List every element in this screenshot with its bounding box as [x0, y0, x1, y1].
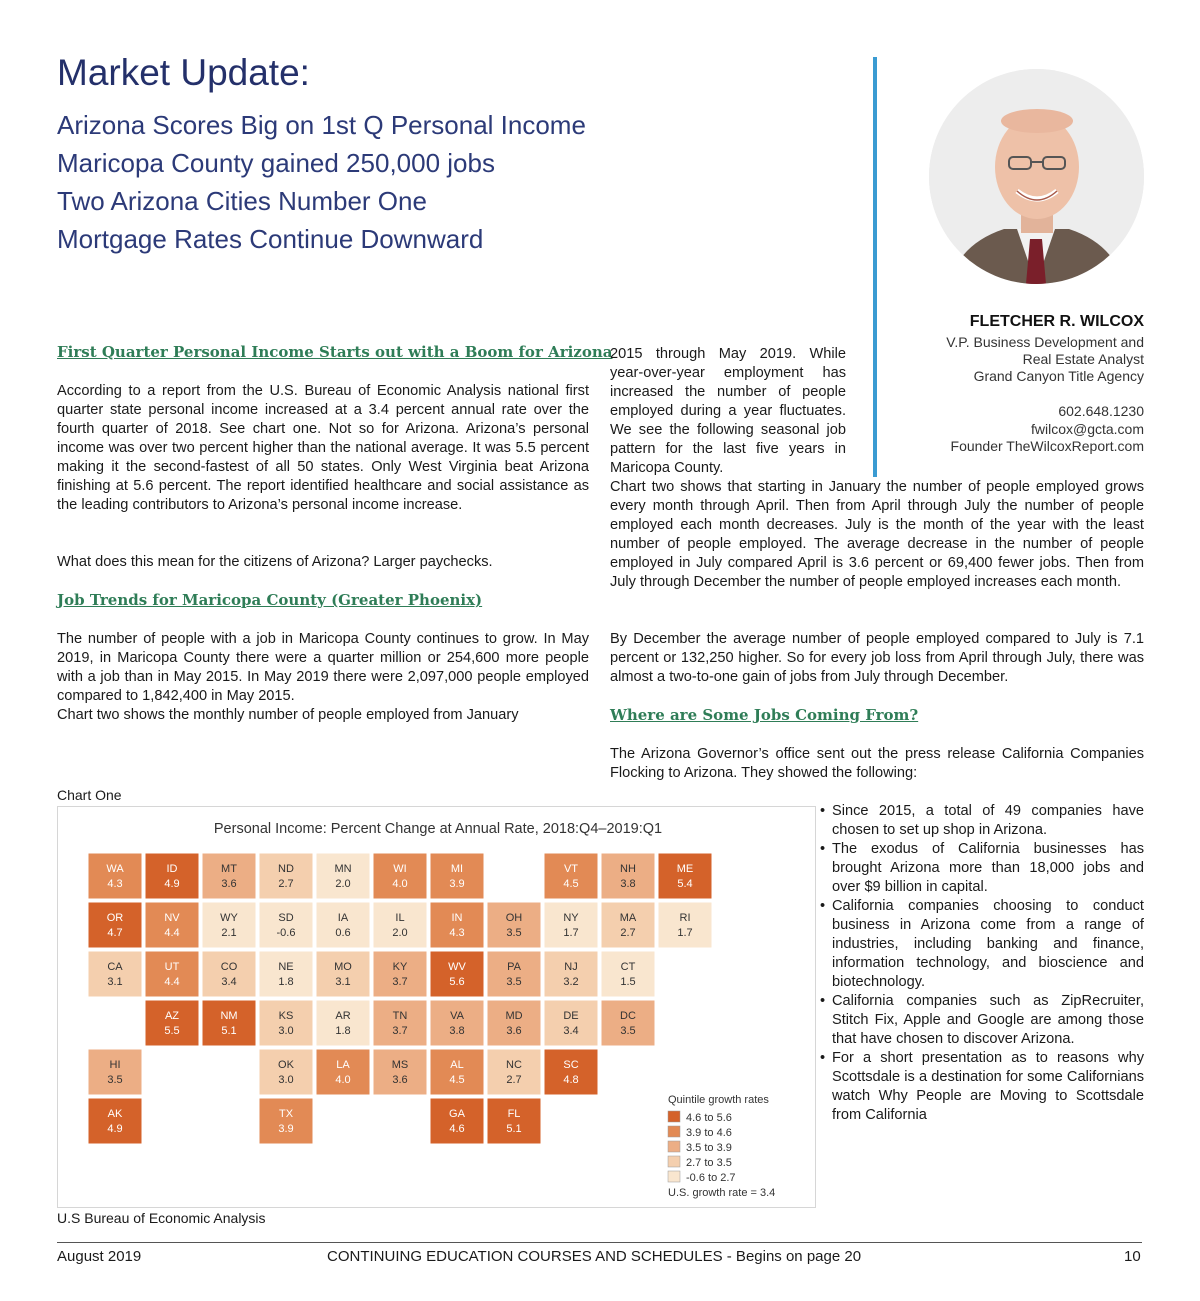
- state-abbr-label: UT: [164, 961, 180, 973]
- legend-label: 3.9 to 4.6: [686, 1127, 732, 1139]
- state-value-label: 3.7: [392, 976, 408, 988]
- legend-swatch: [668, 1111, 680, 1122]
- state-value-label: 3.0: [278, 1025, 294, 1037]
- state-tile-id: [145, 853, 199, 899]
- state-shape: [544, 902, 598, 948]
- author-company: Grand Canyon Title Agency: [973, 368, 1144, 384]
- state-shape: [316, 853, 370, 899]
- state-shape: [430, 853, 484, 899]
- chart-caption: Chart One: [57, 787, 122, 803]
- state-abbr-label: KY: [392, 961, 408, 973]
- state-abbr-label: NV: [164, 912, 180, 924]
- state-value-label: 3.5: [107, 1074, 123, 1086]
- chart-two-text-start: Chart two shows the monthly number of people employed from January: [57, 707, 519, 723]
- state-tile-or: [88, 902, 142, 948]
- state-value-label: 4.7: [107, 927, 123, 939]
- state-abbr-label: KS: [278, 1010, 294, 1022]
- state-abbr-label: GA: [449, 1108, 465, 1120]
- section1-paragraph-1: [57, 382, 589, 515]
- state-shape: [601, 951, 655, 997]
- state-value-label: 1.7: [563, 927, 579, 939]
- state-shape: [88, 902, 142, 948]
- state-abbr-label: FL: [507, 1108, 521, 1120]
- author-photo: [929, 69, 1144, 284]
- state-value-label: 2.7: [278, 878, 294, 890]
- state-abbr-label: TN: [392, 1010, 408, 1022]
- state-tile-va: [430, 1000, 484, 1046]
- state-shape: [430, 902, 484, 948]
- state-value-label: 4.5: [563, 878, 579, 890]
- state-shape: [316, 1000, 370, 1046]
- state-tile-hi: [88, 1049, 142, 1095]
- state-tile-ar: [316, 1000, 370, 1046]
- state-abbr-label: ND: [278, 863, 294, 875]
- author-title-2: Real Estate Analyst: [1022, 351, 1144, 367]
- right-paragraph-rest: [610, 478, 1144, 592]
- state-tile-il: [373, 902, 427, 948]
- state-abbr-label: DC: [620, 1010, 636, 1022]
- bullet-item: • Since 2015, a total of 49 companies have chosen to set up shop in Arizona.: [820, 802, 1144, 840]
- legend-swatch: [668, 1126, 680, 1137]
- state-tile-in: [430, 902, 484, 948]
- right-paragraph-2: [610, 630, 1144, 687]
- state-abbr-label: HI: [109, 1059, 121, 1071]
- state-tile-ny: [544, 902, 598, 948]
- state-shape: [145, 902, 199, 948]
- state-value-label: 1.8: [335, 1025, 351, 1037]
- state-shape: [658, 853, 712, 899]
- state-shape: [430, 1098, 484, 1144]
- state-shape: [202, 1000, 256, 1046]
- state-value-label: 1.7: [677, 927, 693, 939]
- state-abbr-label: ID: [166, 863, 178, 875]
- state-shape: [259, 1098, 313, 1144]
- state-shape: [601, 1000, 655, 1046]
- map-title: Personal Income: Percent Change at Annual Rate, 2018:Q4–2019:Q1: [213, 821, 663, 837]
- state-abbr-label: VA: [450, 1010, 464, 1022]
- state-shape: [259, 1000, 313, 1046]
- state-tile-fl: [487, 1098, 541, 1144]
- state-tile-me: [658, 853, 712, 899]
- state-shape: [259, 1049, 313, 1095]
- state-shape: [487, 1000, 541, 1046]
- state-abbr-label: SC: [563, 1059, 579, 1071]
- author-email[interactable]: fwilcox@gcta.com: [1030, 421, 1144, 437]
- us-map-figure: [58, 807, 815, 1207]
- state-abbr-label: MN: [334, 863, 352, 875]
- state-abbr-label: NE: [278, 961, 294, 973]
- state-shape: [202, 951, 256, 997]
- state-tile-ms: [373, 1049, 427, 1095]
- state-tile-ak: [88, 1098, 142, 1144]
- state-shape: [316, 902, 370, 948]
- state-value-label: 4.4: [164, 927, 180, 939]
- state-tile-co: [202, 951, 256, 997]
- state-abbr-label: MO: [334, 961, 352, 973]
- chart-two-explanation-text: Chart two shows that starting in January the number of people employed grows every month through April. Then from April through July the number of people employed each month decreases. July is the month of the year with the least number of people employed. The average decrease in the number of people employed in July compared April is 3.6 percent or 69,400 fewer jobs. Then from July through December the number of people employed increases each month.: [610, 479, 1144, 590]
- legend-swatch: [668, 1156, 680, 1167]
- state-value-label: 2.7: [506, 1074, 522, 1086]
- state-value-label: 5.1: [221, 1025, 237, 1037]
- state-abbr-label: WI: [393, 863, 407, 875]
- state-abbr-label: TX: [278, 1108, 294, 1120]
- state-tile-ok: [259, 1049, 313, 1095]
- legend-label: 3.5 to 3.9: [686, 1142, 732, 1154]
- state-tile-wy: [202, 902, 256, 948]
- state-shape: [544, 951, 598, 997]
- governor-press-text: The Arizona Governor’s office sent out the press release California Companies Flocking to Arizona. They showed the following:: [610, 746, 1144, 781]
- state-value-label: 2.0: [392, 927, 408, 939]
- state-abbr-label: NJ: [564, 961, 578, 973]
- state-shape: [544, 1049, 598, 1095]
- state-tile-oh: [487, 902, 541, 948]
- state-abbr-label: AZ: [164, 1010, 180, 1022]
- section2-paragraph-2-start: [57, 706, 589, 725]
- state-abbr-label: IA: [337, 912, 349, 924]
- state-shape: [88, 1098, 142, 1144]
- state-shape: [145, 853, 199, 899]
- state-tile-mn: [316, 853, 370, 899]
- state-tile-de: [544, 1000, 598, 1046]
- state-abbr-label: MA: [619, 912, 637, 924]
- legend-label: 4.6 to 5.6: [686, 1112, 732, 1124]
- state-tile-sd: [259, 902, 313, 948]
- state-shape: [88, 1049, 142, 1095]
- state-abbr-label: AR: [335, 1010, 351, 1022]
- section3-paragraph-1: [610, 745, 1144, 783]
- state-shape: [601, 853, 655, 899]
- state-value-label: 3.4: [221, 976, 237, 988]
- state-value-label: 3.5: [506, 976, 522, 988]
- headline-4: Mortgage Rates Continue Downward: [57, 224, 484, 254]
- bullet-item[interactable]: • For a short presentation as to reasons why Scottsdale is a destination for some Californians watch Why People are Moving to Scottsdale from California: [820, 1049, 1144, 1125]
- state-abbr-label: IN: [451, 912, 463, 924]
- state-tile-ky: [373, 951, 427, 997]
- state-tile-nh: [601, 853, 655, 899]
- state-tile-vt: [544, 853, 598, 899]
- chart-one-map: [57, 806, 816, 1208]
- state-value-label: 2.1: [221, 927, 237, 939]
- state-shape: [373, 853, 427, 899]
- state-tile-tx: [259, 1098, 313, 1144]
- state-shape: [430, 951, 484, 997]
- state-tile-ks: [259, 1000, 313, 1046]
- state-abbr-label: MD: [505, 1010, 523, 1022]
- state-tile-ca: [88, 951, 142, 997]
- state-value-label: 3.6: [506, 1025, 522, 1037]
- state-shape: [658, 902, 712, 948]
- legend-swatch: [668, 1171, 680, 1182]
- bullet-list: [820, 802, 1144, 1125]
- state-value-label: 1.5: [620, 976, 636, 988]
- state-value-label: 1.8: [278, 976, 294, 988]
- state-abbr-label: PA: [507, 961, 521, 973]
- legend-label: 2.7 to 3.5: [686, 1157, 732, 1169]
- state-abbr-label: AL: [450, 1059, 464, 1071]
- december-comparison-text: By December the average number of people employed compared to July is 7.1 percent or 132,250 higher. So for every job loss from April through July, there was almost a two-to-one gain of jobs from July through December.: [610, 631, 1144, 685]
- bullet-item: • California companies such as ZipRecruiter, Stitch Fix, Apple and Google are among those that have chosen to discover Arizona.: [820, 992, 1144, 1049]
- state-tile-ma: [601, 902, 655, 948]
- author-title-1: V.P. Business Development and: [946, 334, 1144, 350]
- state-tile-wa: [88, 853, 142, 899]
- state-value-label: 3.2: [563, 976, 579, 988]
- state-value-label: -0.6: [276, 927, 296, 939]
- section-heading-jobs-coming-from: Where are Some Jobs Coming From?: [610, 706, 919, 724]
- state-shape: [88, 951, 142, 997]
- state-value-label: 4.4: [164, 976, 180, 988]
- footer-courses: CONTINUING EDUCATION COURSES AND SCHEDULES - Begins on page 20: [327, 1248, 862, 1265]
- state-abbr-label: MT: [221, 863, 237, 875]
- state-abbr-label: NC: [506, 1059, 522, 1071]
- state-abbr-label: OR: [106, 912, 124, 924]
- state-tile-ri: [658, 902, 712, 948]
- state-tile-nm: [202, 1000, 256, 1046]
- state-tile-ga: [430, 1098, 484, 1144]
- state-tile-mt: [202, 853, 256, 899]
- state-value-label: 3.9: [449, 878, 465, 890]
- state-value-label: 4.0: [392, 878, 408, 890]
- state-tile-sc: [544, 1049, 598, 1095]
- state-shape: [259, 951, 313, 997]
- state-shape: [487, 951, 541, 997]
- state-value-label: 3.1: [335, 976, 351, 988]
- state-abbr-label: OH: [505, 912, 523, 924]
- state-abbr-label: VT: [563, 863, 579, 875]
- state-abbr-label: AK: [107, 1108, 123, 1120]
- state-abbr-label: NH: [620, 863, 636, 875]
- state-tile-ut: [145, 951, 199, 997]
- state-abbr-label: WY: [220, 912, 238, 924]
- state-value-label: 4.0: [335, 1074, 351, 1086]
- personal-income-text: According to a report from the U.S. Bureau of Economic Analysis national first quarter state personal income increased at a 3.4 percent annual rate over the fourth quarter of 2018. See chart one. Not so for Arizona. Arizona’s personal income was over two percent higher than the national average. It was 5.5 percent making it the second-fastest of all 50 states. Only West Virginia beat Arizona finishing at 5.6 percent. The report identified healthcare and social assistance as the leading contributors to Arizona’s personal income increase.: [57, 383, 589, 513]
- paychecks-text: What does this mean for the citizens of Arizona? Larger paychecks.: [57, 554, 493, 570]
- footer-date: August 2019: [57, 1248, 142, 1265]
- state-shape: [316, 1049, 370, 1095]
- state-shape: [544, 1000, 598, 1046]
- state-tile-nd: [259, 853, 313, 899]
- state-value-label: 4.3: [107, 878, 123, 890]
- right-paragraph-top: [610, 345, 846, 478]
- state-abbr-label: NM: [220, 1010, 238, 1022]
- section-heading-personal-income: First Quarter Personal Income Starts out with a Boom for Arizona: [57, 343, 613, 361]
- state-abbr-label: DE: [563, 1010, 579, 1022]
- headline-1: Arizona Scores Big on 1st Q Personal Income: [57, 110, 586, 140]
- state-shape: [145, 1000, 199, 1046]
- section1-paragraph-2: [57, 553, 589, 572]
- state-tile-pa: [487, 951, 541, 997]
- state-tile-al: [430, 1049, 484, 1095]
- job-trends-text: The number of people with a job in Maricopa County continues to grow. In May 2019, in Maricopa County there were a quarter million or 254,600 more people with a job than in May 2015. In May 2019 there were 2,097,000 people employed compared to 1,842,400 in May 2015.: [57, 631, 589, 704]
- state-value-label: 0.6: [335, 927, 351, 939]
- state-abbr-label: CO: [220, 961, 238, 973]
- state-value-label: 3.6: [392, 1074, 408, 1086]
- section2-paragraph-1: [57, 630, 589, 706]
- state-value-label: 5.5: [164, 1025, 180, 1037]
- page-title: Market Update:: [57, 52, 310, 93]
- state-abbr-label: IL: [395, 912, 405, 924]
- state-shape: [544, 853, 598, 899]
- state-abbr-label: CT: [620, 961, 636, 973]
- state-value-label: 5.1: [506, 1123, 522, 1135]
- portrait-illustration: [929, 69, 1144, 284]
- state-shape: [430, 1000, 484, 1046]
- state-shape: [259, 853, 313, 899]
- state-shape: [202, 853, 256, 899]
- state-abbr-label: WV: [448, 961, 466, 973]
- state-shape: [316, 951, 370, 997]
- state-value-label: 3.0: [278, 1074, 294, 1086]
- state-value-label: 3.5: [620, 1025, 636, 1037]
- state-tile-ct: [601, 951, 655, 997]
- state-value-label: 2.0: [335, 878, 351, 890]
- state-value-label: 3.8: [620, 878, 636, 890]
- legend-title: Quintile growth rates: [668, 1094, 769, 1106]
- state-abbr-label: MI: [450, 863, 464, 875]
- state-value-label: 4.5: [449, 1074, 465, 1086]
- state-abbr-label: WA: [106, 863, 124, 875]
- state-tile-mo: [316, 951, 370, 997]
- state-tile-ne: [259, 951, 313, 997]
- state-value-label: 3.9: [278, 1123, 294, 1135]
- state-shape: [373, 1049, 427, 1095]
- state-tile-az: [145, 1000, 199, 1046]
- state-value-label: 4.6: [449, 1123, 465, 1135]
- bullet-item: • The exodus of California businesses has brought Arizona more than 18,000 jobs and over $9 billion in capital.: [820, 840, 1144, 897]
- state-abbr-label: RI: [679, 912, 691, 924]
- state-shape: [373, 1000, 427, 1046]
- state-tile-la: [316, 1049, 370, 1095]
- state-shape: [601, 902, 655, 948]
- state-tile-wv: [430, 951, 484, 997]
- footer-rule: [57, 1242, 1142, 1243]
- state-tile-dc: [601, 1000, 655, 1046]
- state-shape: [487, 1098, 541, 1144]
- vertical-divider: [873, 57, 877, 477]
- section-heading-job-trends: Job Trends for Maricopa County (Greater Phoenix): [57, 591, 483, 609]
- state-abbr-label: CA: [107, 961, 123, 973]
- author-name: FLETCHER R. WILCOX: [969, 313, 1144, 330]
- state-value-label: 3.6: [221, 878, 237, 890]
- state-abbr-label: MS: [391, 1059, 409, 1071]
- state-shape: [430, 1049, 484, 1095]
- state-tile-ia: [316, 902, 370, 948]
- author-founder[interactable]: Founder TheWilcoxReport.com: [950, 438, 1144, 454]
- bullet-item: • California companies choosing to conduct business in Arizona come from a range of industries, including banking and finance, information technology, and bioscience and biotechnology.: [820, 897, 1144, 992]
- state-value-label: 3.8: [449, 1025, 465, 1037]
- state-tile-nj: [544, 951, 598, 997]
- chart-source: U.S Bureau of Economic Analysis: [57, 1210, 266, 1226]
- state-value-label: 4.8: [563, 1074, 579, 1086]
- state-tile-md: [487, 1000, 541, 1046]
- state-value-label: 3.1: [107, 976, 123, 988]
- state-tile-mi: [430, 853, 484, 899]
- us-growth-rate-label: U.S. growth rate = 3.4: [668, 1187, 776, 1199]
- state-shape: [202, 902, 256, 948]
- headline-2: Maricopa County gained 250,000 jobs: [57, 148, 495, 178]
- state-value-label: 4.9: [164, 878, 180, 890]
- state-tile-nv: [145, 902, 199, 948]
- state-tile-nc: [487, 1049, 541, 1095]
- state-abbr-label: NY: [563, 912, 579, 924]
- state-value-label: 3.5: [506, 927, 522, 939]
- legend-label: -0.6 to 2.7: [686, 1172, 736, 1184]
- footer-page-number: 10: [1124, 1248, 1141, 1265]
- state-value-label: 5.6: [449, 976, 465, 988]
- author-phone: 602.648.1230: [1058, 403, 1144, 419]
- state-abbr-label: ME: [676, 863, 694, 875]
- state-shape: [88, 853, 142, 899]
- state-tile-wi: [373, 853, 427, 899]
- state-shape: [145, 951, 199, 997]
- state-value-label: 3.4: [563, 1025, 579, 1037]
- state-abbr-label: OK: [278, 1059, 294, 1071]
- state-value-label: 4.9: [107, 1123, 123, 1135]
- seasonal-pattern-text: 2015 through May 2019. While year-over-year employment has increased the number of people employed during a year fluctuates. We see the following seasonal job pattern for the last five years in Maricopa County.: [610, 346, 846, 476]
- state-shape: [259, 902, 313, 948]
- state-value-label: 3.7: [392, 1025, 408, 1037]
- state-shape: [487, 1049, 541, 1095]
- state-shape: [487, 902, 541, 948]
- state-shape: [373, 902, 427, 948]
- state-value-label: 2.7: [620, 927, 636, 939]
- state-value-label: 5.4: [677, 878, 693, 890]
- state-shape: [373, 951, 427, 997]
- state-value-label: 4.3: [449, 927, 465, 939]
- headline-3: Two Arizona Cities Number One: [57, 186, 427, 216]
- state-abbr-label: LA: [336, 1059, 350, 1071]
- state-abbr-label: SD: [278, 912, 294, 924]
- legend-swatch: [668, 1141, 680, 1152]
- state-tile-tn: [373, 1000, 427, 1046]
